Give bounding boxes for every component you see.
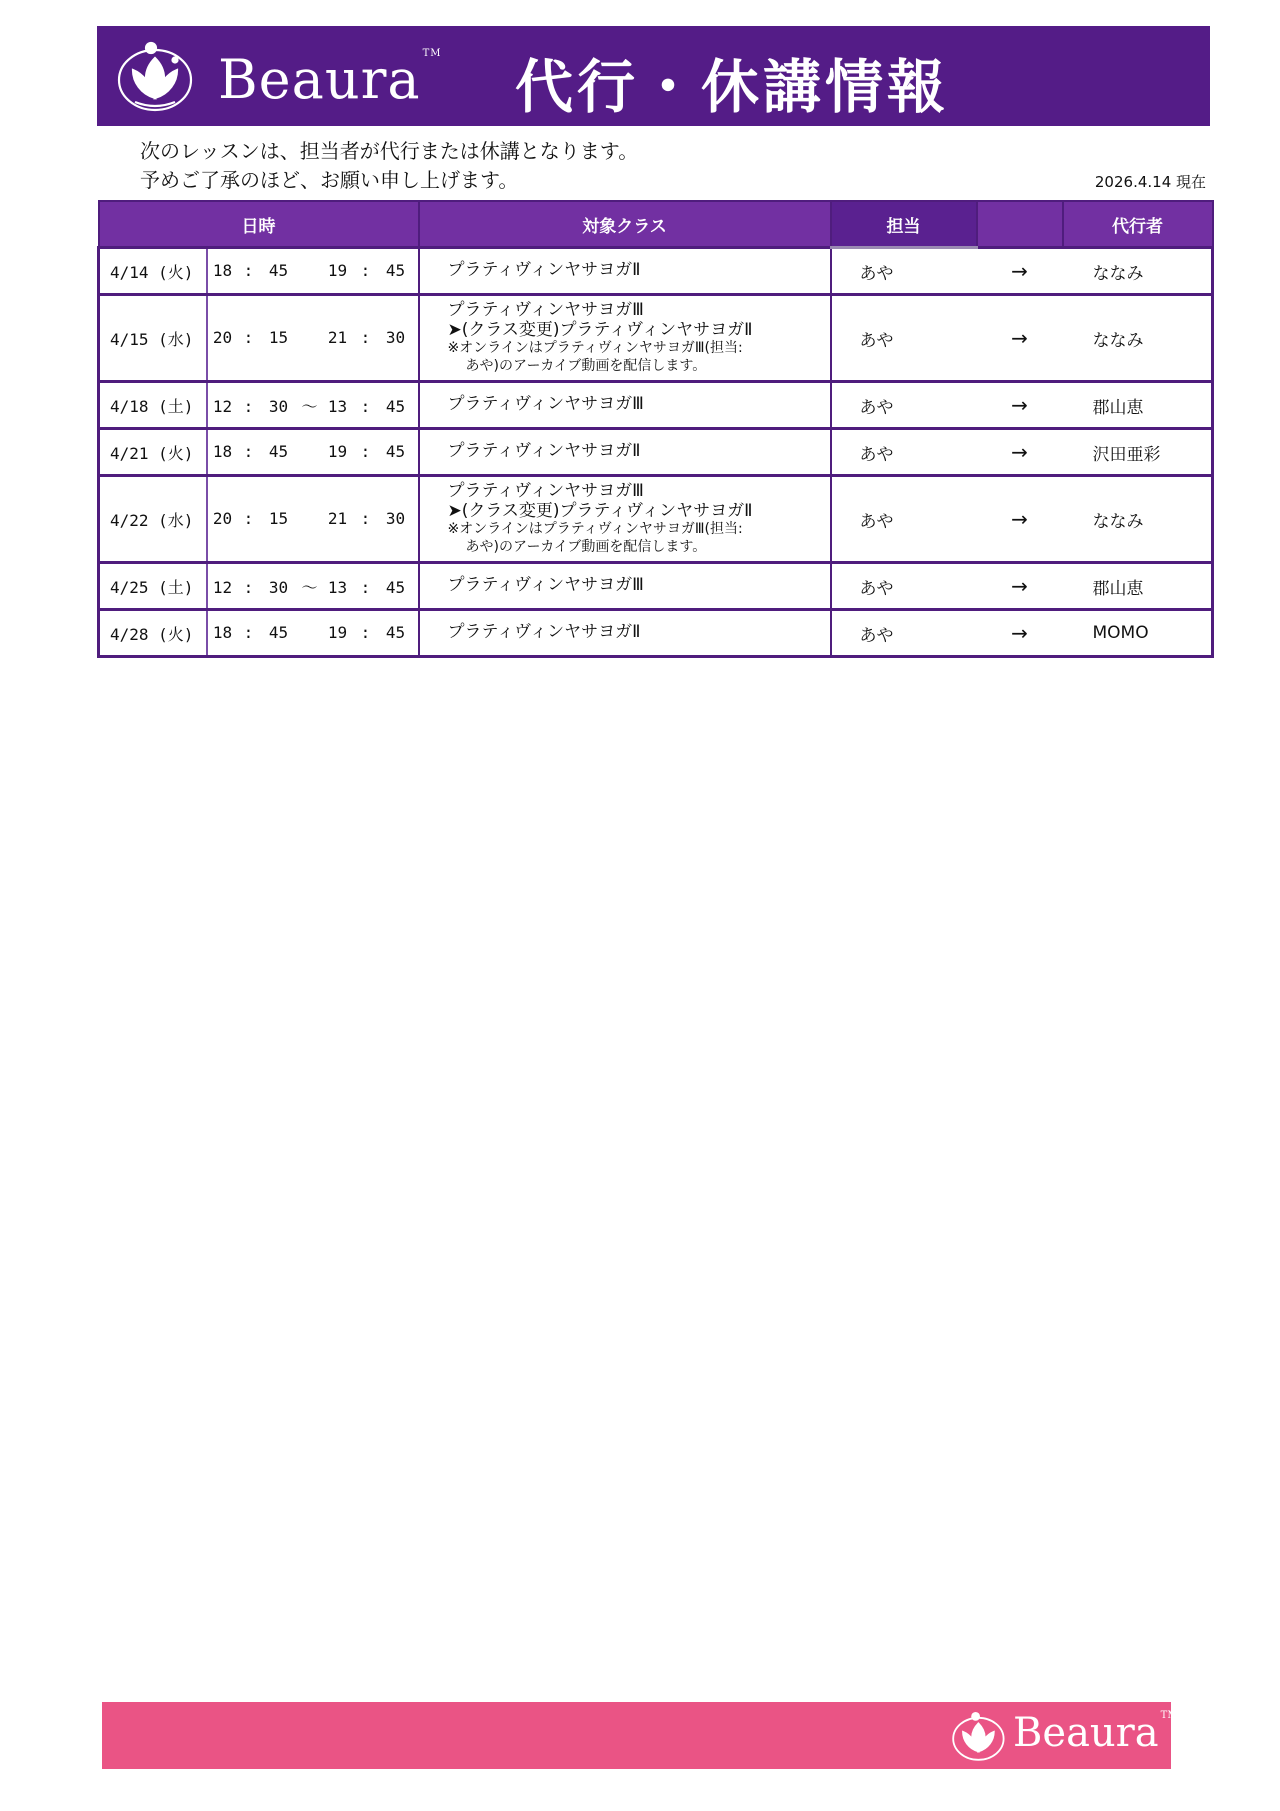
start-minute: 45 bbox=[268, 261, 289, 280]
substitute-name: 沢田亜彩 bbox=[1063, 429, 1213, 476]
end-hour: 21 bbox=[327, 509, 348, 528]
end-hour: 21 bbox=[327, 328, 348, 347]
lesson-time bbox=[207, 610, 419, 657]
class-name: プラティヴィンヤサヨガⅢ bbox=[447, 575, 644, 596]
start-minute: 15 bbox=[268, 509, 289, 528]
instructor-name: あや bbox=[831, 248, 977, 295]
end-minute: 45 bbox=[385, 442, 406, 461]
arrow-icon: → bbox=[977, 429, 1063, 476]
arrow-icon: → bbox=[977, 476, 1063, 563]
substitute-name: 郡山恵 bbox=[1063, 563, 1213, 610]
lesson-date: 4/28 (火) bbox=[99, 610, 207, 657]
lesson-time bbox=[207, 476, 419, 563]
time-colon: : bbox=[360, 261, 371, 280]
lesson-class bbox=[419, 295, 831, 382]
time-colon: : bbox=[360, 396, 371, 416]
table-row bbox=[99, 563, 1213, 610]
start-minute: 30 bbox=[268, 577, 289, 597]
lotus-logo-icon bbox=[949, 1706, 1019, 1766]
lesson-class bbox=[419, 429, 831, 476]
start-minute: 45 bbox=[268, 623, 289, 642]
instructor-name: あや bbox=[831, 610, 977, 657]
lesson-date: 4/22 (水) bbox=[99, 476, 207, 563]
time-colon: : bbox=[243, 328, 254, 347]
end-minute: 30 bbox=[385, 328, 406, 347]
time-colon: : bbox=[360, 509, 371, 528]
start-hour: 18 bbox=[212, 623, 233, 642]
end-hour: 19 bbox=[327, 623, 348, 642]
start-hour: 20 bbox=[212, 509, 233, 528]
substitute-name: ななみ bbox=[1063, 248, 1213, 295]
online-note-line-2: あや)のアーカイブ動画を配信します。 bbox=[465, 357, 707, 374]
lesson-time bbox=[207, 429, 419, 476]
end-hour: 13 bbox=[327, 577, 348, 597]
table-row bbox=[99, 476, 1213, 563]
substitute-name: ななみ bbox=[1063, 295, 1213, 382]
schedule-table bbox=[97, 200, 1214, 658]
lesson-date: 4/14 (火) bbox=[99, 248, 207, 295]
lesson-date: 4/21 (火) bbox=[99, 429, 207, 476]
instructor-name: あや bbox=[831, 382, 977, 429]
header-class: 対象クラス bbox=[419, 201, 831, 248]
class-name: プラティヴィンヤサヨガⅢ bbox=[447, 299, 644, 320]
class-name: プラティヴィンヤサヨガⅡ bbox=[447, 441, 641, 462]
instructor-name: あや bbox=[831, 295, 977, 382]
lesson-time bbox=[207, 563, 419, 610]
time-colon: : bbox=[360, 577, 371, 597]
time-colon: : bbox=[243, 509, 254, 528]
lesson-time bbox=[207, 248, 419, 295]
start-minute: 30 bbox=[268, 396, 289, 416]
time-colon: : bbox=[360, 442, 371, 461]
start-hour: 18 bbox=[212, 261, 233, 280]
class-name: プラティヴィンヤサヨガⅢ bbox=[447, 394, 644, 415]
table-row bbox=[99, 295, 1213, 382]
footer-logo bbox=[941, 1702, 1178, 1769]
end-minute: 45 bbox=[385, 623, 406, 642]
end-minute: 30 bbox=[385, 509, 406, 528]
arrow-icon: → bbox=[977, 248, 1063, 295]
lesson-date: 4/15 (水) bbox=[99, 295, 207, 382]
lesson-time bbox=[207, 295, 419, 382]
end-minute: 45 bbox=[385, 577, 406, 597]
end-minute: 45 bbox=[385, 261, 406, 280]
brand-name: Beaura ™ bbox=[218, 48, 442, 111]
time-range-separator: 〜 bbox=[301, 396, 318, 416]
class-name: プラティヴィンヤサヨガⅢ bbox=[447, 480, 644, 501]
class-change: ➤(クラス変更)プラティヴィンヤサヨガⅡ bbox=[447, 319, 753, 340]
start-hour: 18 bbox=[212, 442, 233, 461]
time-colon: : bbox=[243, 623, 254, 642]
notice-line-2: 予めご了承のほど、お願い申し上げます。 bbox=[140, 168, 519, 192]
brand-logo bbox=[113, 36, 442, 116]
lesson-date: 4/18 (土) bbox=[99, 382, 207, 429]
lesson-date: 4/25 (土) bbox=[99, 563, 207, 610]
header-substitute: 代行者 bbox=[1063, 201, 1213, 248]
table-row bbox=[99, 382, 1213, 429]
time-colon: : bbox=[243, 442, 254, 461]
table-row bbox=[99, 248, 1213, 295]
class-name: プラティヴィンヤサヨガⅡ bbox=[447, 260, 641, 281]
time-colon: : bbox=[243, 577, 254, 597]
lesson-class bbox=[419, 563, 831, 610]
header-instructor: 担当 bbox=[831, 201, 977, 248]
start-minute: 15 bbox=[268, 328, 289, 347]
arrow-icon: → bbox=[977, 610, 1063, 657]
table-header-row bbox=[99, 201, 1213, 248]
arrow-icon: → bbox=[977, 382, 1063, 429]
time-colon: : bbox=[360, 328, 371, 347]
lotus-logo-icon bbox=[113, 36, 213, 116]
footer-brand-name: Beaura ™ bbox=[1013, 1710, 1178, 1756]
lesson-time bbox=[207, 382, 419, 429]
time-range-separator: 〜 bbox=[301, 577, 318, 597]
as-of-date: 2026.4.14 現在 bbox=[1094, 173, 1206, 191]
lesson-class bbox=[419, 476, 831, 563]
time-colon: : bbox=[243, 261, 254, 280]
header-arrow bbox=[977, 201, 1063, 248]
header-banner bbox=[97, 26, 1210, 126]
page-title: 代行・休講情報 bbox=[515, 53, 950, 121]
start-hour: 20 bbox=[212, 328, 233, 347]
start-hour: 12 bbox=[212, 577, 233, 597]
footer-banner bbox=[102, 1702, 1178, 1769]
online-note-line-1: ※オンラインはプラティヴィンヤサヨガⅢ(担当: bbox=[447, 521, 743, 538]
table-row bbox=[99, 610, 1213, 657]
instructor-name: あや bbox=[831, 563, 977, 610]
instructor-name: あや bbox=[831, 429, 977, 476]
substitute-name: 郡山恵 bbox=[1063, 382, 1213, 429]
substitute-name: ななみ bbox=[1063, 476, 1213, 563]
time-colon: : bbox=[360, 623, 371, 642]
end-minute: 45 bbox=[385, 396, 406, 416]
table-row bbox=[99, 429, 1213, 476]
start-hour: 12 bbox=[212, 396, 233, 416]
instructor-name: あや bbox=[831, 476, 977, 563]
online-note-line-1: ※オンラインはプラティヴィンヤサヨガⅢ(担当: bbox=[447, 340, 743, 357]
online-note-line-2: あや)のアーカイブ動画を配信します。 bbox=[465, 538, 707, 555]
arrow-icon: → bbox=[977, 563, 1063, 610]
lesson-class bbox=[419, 610, 831, 657]
substitute-name: MOMO bbox=[1063, 610, 1213, 657]
time-colon: : bbox=[243, 396, 254, 416]
end-hour: 19 bbox=[327, 261, 348, 280]
lesson-class bbox=[419, 382, 831, 429]
class-name: プラティヴィンヤサヨガⅡ bbox=[447, 622, 641, 643]
lesson-class bbox=[419, 248, 831, 295]
start-minute: 45 bbox=[268, 442, 289, 461]
arrow-icon: → bbox=[977, 295, 1063, 382]
header-datetime: 日時 bbox=[99, 201, 419, 248]
class-change: ➤(クラス変更)プラティヴィンヤサヨガⅡ bbox=[447, 500, 753, 521]
end-hour: 19 bbox=[327, 442, 348, 461]
notice-line-1: 次のレッスンは、担当者が代行または休講となります。 bbox=[140, 139, 639, 163]
end-hour: 13 bbox=[327, 396, 348, 416]
